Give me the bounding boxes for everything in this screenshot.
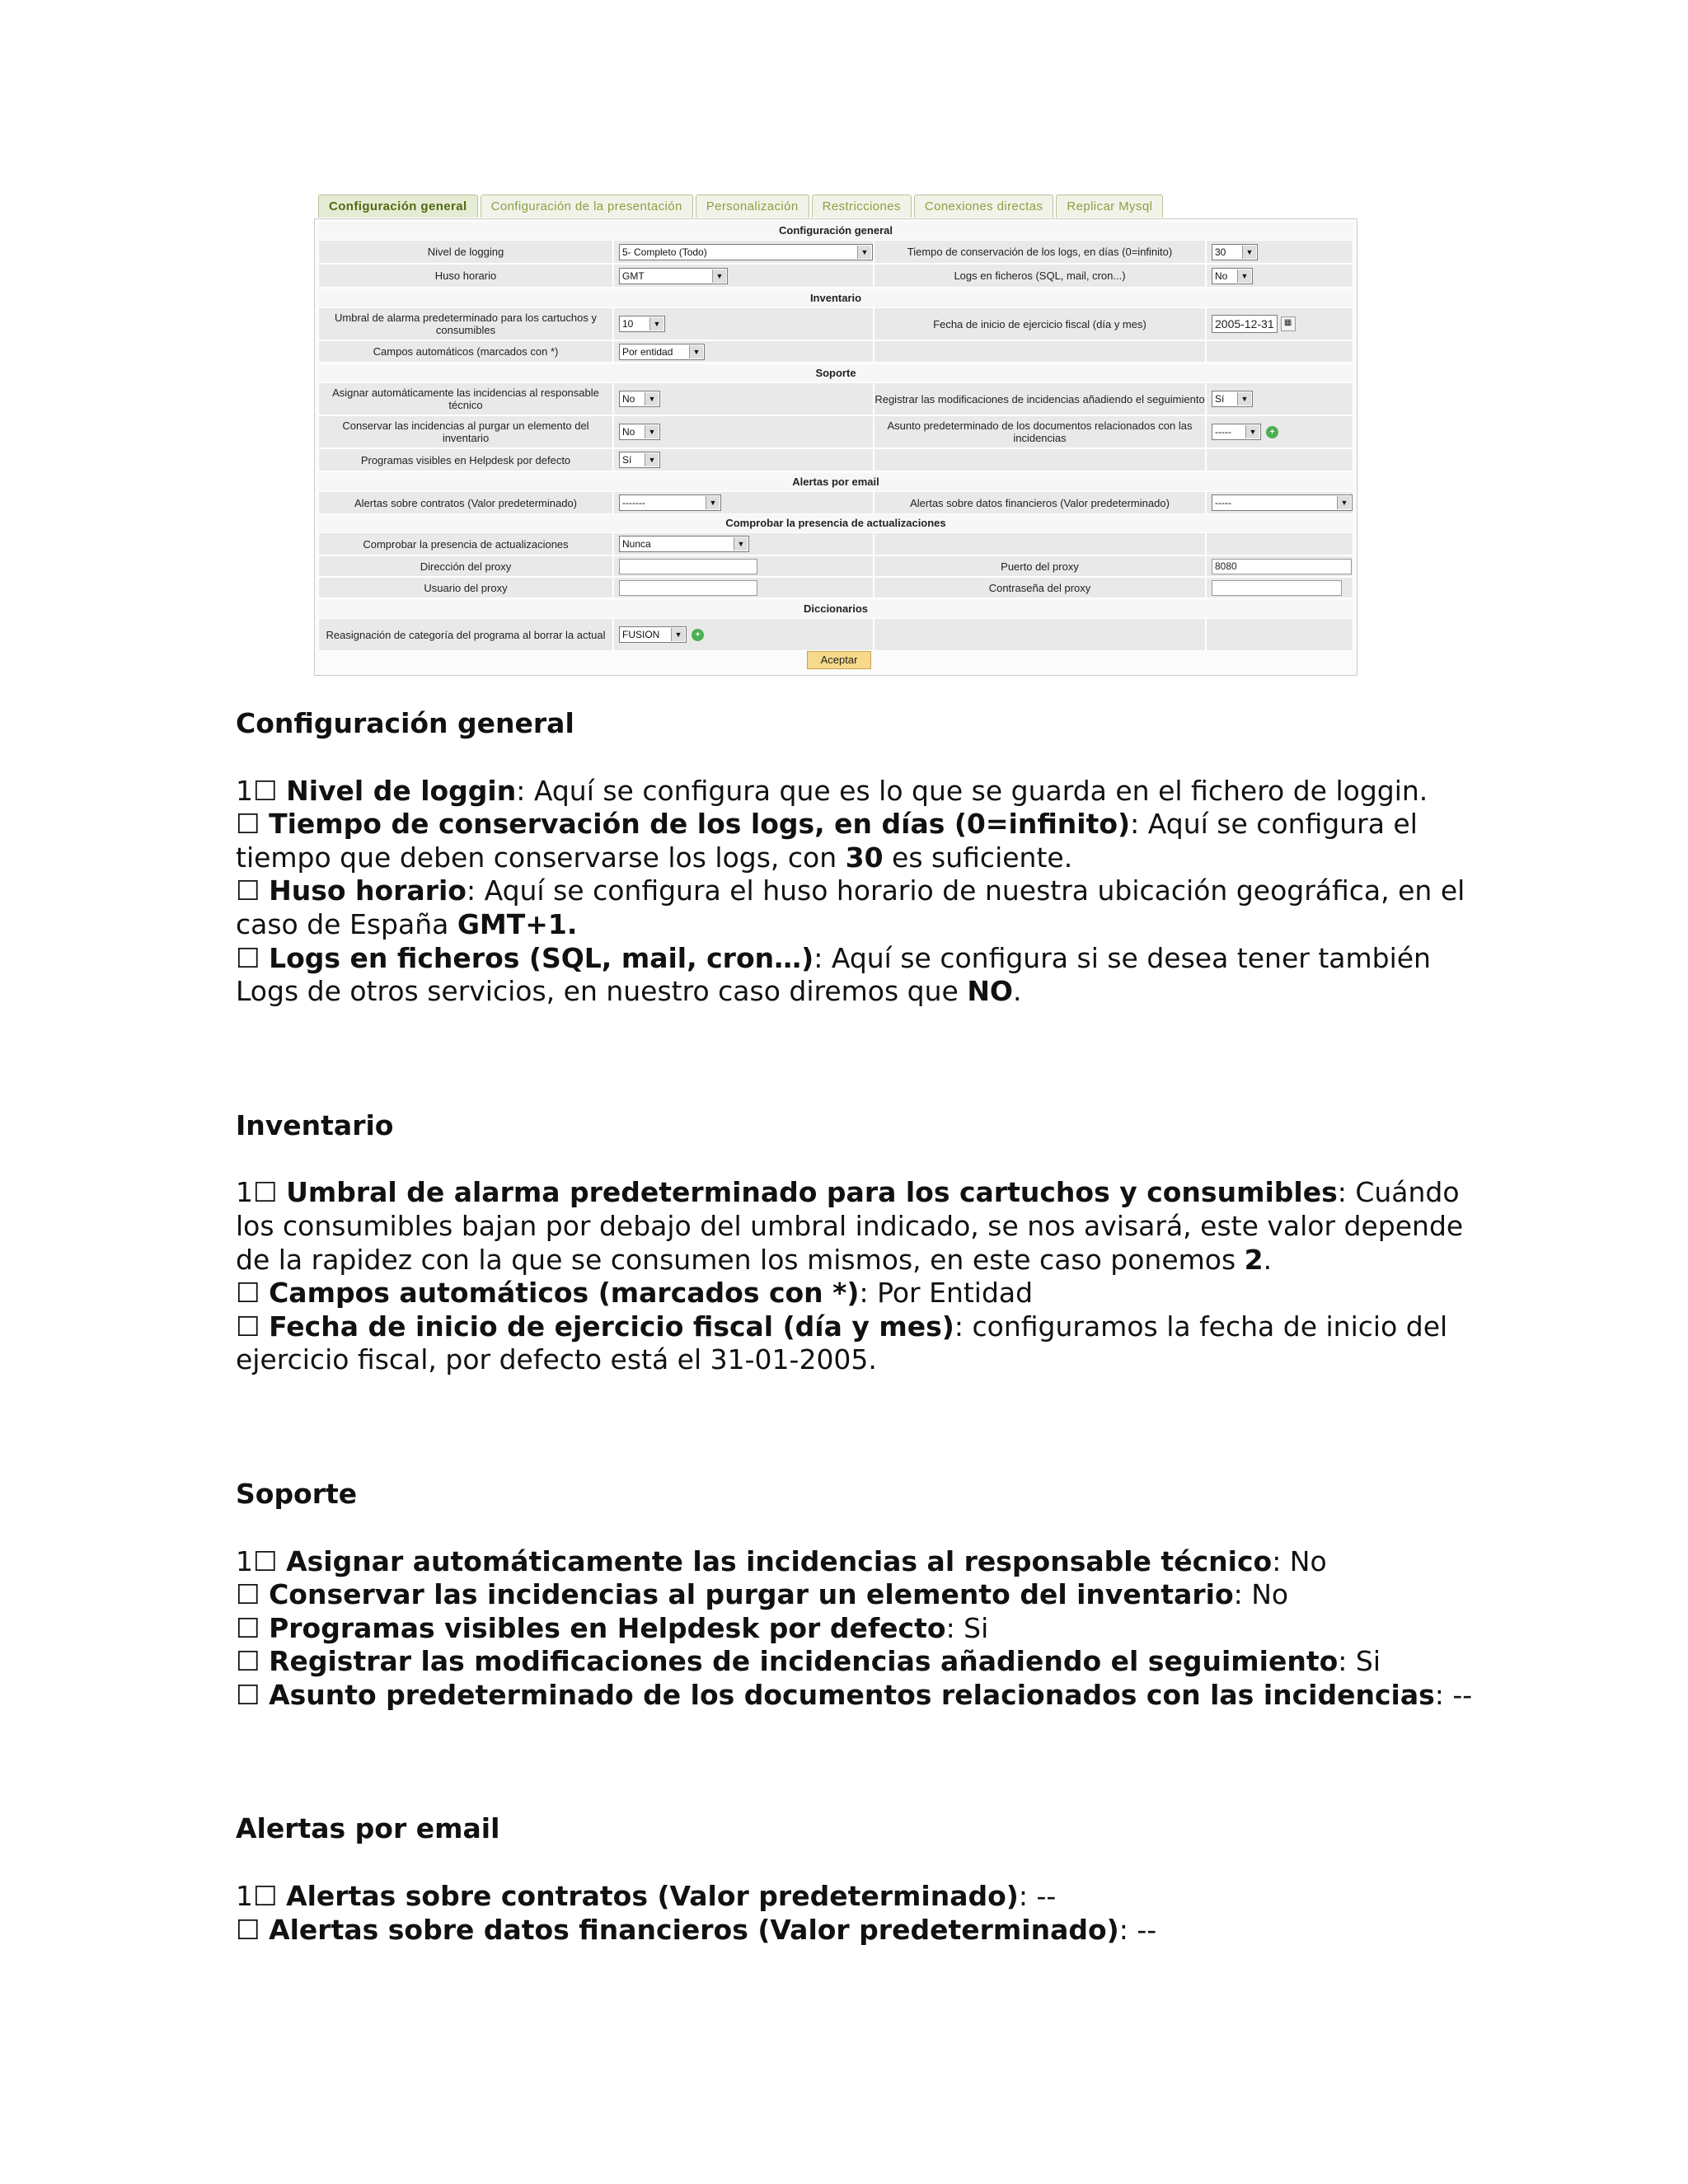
select-nivel-logging[interactable]: 5- Completo (Todo) ▼	[619, 244, 873, 260]
list-item: 1☐ Alertas sobre contratos (Valor predeterminado): --	[236, 1880, 1057, 1913]
label-umbral: Umbral de alarma predeterminado para los cartuchos y consumibles	[318, 307, 613, 340]
row-alertas	[318, 491, 1353, 514]
label-registrar: Registrar las modificaciones de incidencias añadiendo el seguimiento	[874, 382, 1206, 415]
select-umbral[interactable]: 10 ▼	[619, 316, 665, 332]
label-proxy-usuario: Usuario del proxy	[318, 577, 613, 598]
tab-replicar-mysql[interactable]: Replicar Mysql	[1056, 194, 1163, 218]
config-screenshot	[314, 193, 1357, 677]
row-logging	[318, 240, 1353, 264]
chevron-down-icon: ▼	[734, 537, 748, 551]
input-proxy-direccion[interactable]	[619, 559, 757, 574]
list-item: ☐ Huso horario: Aquí se configura el huso horario de nuestra ubicación geográfica, en el caso de España GMT+1.	[236, 874, 1465, 940]
section-title-diccionarios: Diccionarios	[318, 600, 1353, 618]
heading-soporte: Soporte	[236, 1477, 358, 1510]
select-tiempo-conservacion[interactable]: 30 ▼	[1212, 244, 1258, 260]
chevron-down-icon: ▼	[671, 628, 685, 641]
label-proxy-contrasena: Contraseña del proxy	[874, 577, 1206, 598]
section-title-alertas: Alertas por email	[318, 473, 1353, 491]
chevron-down-icon: ▼	[1237, 392, 1251, 405]
accept-button[interactable]: Aceptar	[807, 651, 871, 669]
list-item: ☐ Fecha de inicio de ejercicio fiscal (día y mes): configuramos la fecha de inicio del ejercicio fiscal, por defecto está el 31-01-2005.	[236, 1310, 1448, 1376]
select-reasignacion[interactable]: FUSION ▼	[619, 626, 687, 643]
chevron-down-icon: ▼	[1245, 425, 1259, 438]
label-logs-ficheros: Logs en ficheros (SQL, mail, cron...)	[874, 264, 1206, 288]
chevron-down-icon: ▼	[645, 453, 659, 466]
label-fecha-fiscal: Fecha de inicio de ejercicio fiscal (día y mes)	[874, 307, 1206, 340]
input-proxy-contrasena[interactable]	[1212, 580, 1342, 596]
select-asunto[interactable]: ----- ▼	[1212, 424, 1261, 440]
row-comprobar	[318, 532, 1353, 555]
label-reasignacion: Reasignación de categoría del programa al borrar la actual	[318, 618, 613, 651]
section-title-soporte: Soporte	[318, 364, 1353, 382]
chevron-down-icon: ▼	[857, 246, 871, 259]
list-item: ☐ Conservar las incidencias al purgar un elemento del inventario: No	[236, 1578, 1289, 1611]
list-item: ☐ Asunto predeterminado de los documentos relacionados con las incidencias: --	[236, 1678, 1473, 1711]
list-item: ☐ Tiempo de conservación de los logs, en días (0=infinito): Aquí se configura el tiempo que deben conservarse los logs, con 30 es suficiente.	[236, 808, 1418, 874]
row-reasignacion	[318, 618, 1353, 651]
chevron-down-icon: ▼	[1242, 246, 1256, 259]
label-proxy-puerto: Puerto del proxy	[874, 555, 1206, 577]
select-programas[interactable]: Sí ▼	[619, 452, 660, 468]
label-proxy-direccion: Dirección del proxy	[318, 555, 613, 577]
select-asignar[interactable]: No ▼	[619, 391, 660, 407]
select-alertas-contratos[interactable]: ------- ▼	[619, 494, 721, 511]
row-campos	[318, 340, 1353, 363]
tab-personalizacion[interactable]: Personalización	[696, 194, 809, 218]
row-proxy-direccion	[318, 555, 1353, 577]
label-campos-automaticos: Campos automáticos (marcados con *)	[318, 340, 613, 363]
row-huso	[318, 264, 1353, 288]
chevron-down-icon: ▼	[689, 345, 703, 359]
row-umbral	[318, 307, 1353, 340]
tab-conexiones-directas[interactable]: Conexiones directas	[914, 194, 1054, 218]
select-alertas-financieros[interactable]: ----- ▼	[1212, 494, 1353, 511]
select-comprobar[interactable]: Nunca ▼	[619, 536, 749, 552]
list-item: ☐ Programas visibles en Helpdesk por defecto: Si	[236, 1611, 989, 1644]
row-programas	[318, 448, 1353, 471]
label-conservar: Conservar las incidencias al purgar un elemento del inventario	[318, 415, 613, 448]
input-proxy-puerto[interactable]: 8080	[1212, 559, 1352, 574]
row-asignar	[318, 382, 1353, 415]
select-logs-ficheros[interactable]: No ▼	[1212, 268, 1253, 284]
chevron-down-icon: ▼	[1337, 496, 1351, 509]
label-comprobar: Comprobar la presencia de actualizaciones	[318, 532, 613, 555]
row-conservar	[318, 415, 1353, 448]
label-alertas-contratos: Alertas sobre contratos (Valor predeterminado)	[318, 491, 613, 514]
select-conservar[interactable]: No ▼	[619, 424, 660, 440]
section-title-general: Configuración general	[318, 222, 1353, 240]
input-fecha-fiscal[interactable]: 2005-12-31	[1212, 315, 1278, 333]
chevron-down-icon: ▼	[1237, 269, 1251, 283]
list-item: ☐ Logs en ficheros (SQL, mail, cron…): Aquí se configura si se desea tener también Logs de otros servicios, en nuestro caso diremos que NO.	[236, 941, 1431, 1008]
list-item: 1☐ Asignar automáticamente las incidencias al responsable técnico: No	[236, 1544, 1327, 1577]
chevron-down-icon: ▼	[649, 317, 663, 330]
add-icon[interactable]: +	[692, 629, 704, 641]
tab-configuracion-presentacion[interactable]: Configuración de la presentación	[481, 194, 693, 218]
label-alertas-financieros: Alertas sobre datos financieros (Valor predeterminado)	[874, 491, 1206, 514]
list-item: ☐ Registrar las modificaciones de incidencias añadiendo el seguimiento: Si	[236, 1645, 1381, 1678]
list-item: 1☐ Umbral de alarma predeterminado para los cartuchos y consumibles: Cuándo los consumibles bajan por debajo del umbral indicado, se nos avisará, este valor depende de la rapidez con la que se consumen los mismos, en este caso ponemos 2.	[236, 1176, 1464, 1276]
select-campos-automaticos[interactable]: Por entidad ▼	[619, 344, 705, 360]
heading-alertas-email: Alertas por email	[236, 1812, 500, 1845]
document-body	[236, 707, 1489, 1947]
chevron-down-icon: ▼	[645, 425, 659, 438]
label-asignar: Asignar automáticamente las incidencias al responsable técnico	[318, 382, 613, 415]
list-item: 1☐ Nivel de loggin: Aquí se configura que es lo que se guarda en el fichero de loggin.	[236, 774, 1428, 807]
list-item: ☐ Alertas sobre datos financieros (Valor predeterminado): --	[236, 1913, 1157, 1946]
section-title-inventario: Inventario	[318, 289, 1353, 307]
calendar-icon[interactable]: ▦	[1281, 316, 1296, 331]
select-registrar[interactable]: Sí ▼	[1212, 391, 1253, 407]
heading-inventario: Inventario	[236, 1108, 394, 1141]
tab-bar	[318, 194, 1163, 219]
label-programas: Programas visibles en Helpdesk por defecto	[318, 448, 613, 471]
select-huso-horario[interactable]: GMT ▼	[619, 268, 728, 284]
chevron-down-icon: ▼	[706, 496, 720, 509]
row-proxy-usuario	[318, 577, 1353, 598]
section-title-actualizaciones: Comprobar la presencia de actualizaciones	[318, 514, 1353, 532]
add-icon[interactable]: +	[1266, 426, 1278, 438]
label-nivel-logging: Nivel de logging	[318, 240, 613, 264]
input-proxy-usuario[interactable]	[619, 580, 757, 596]
chevron-down-icon: ▼	[712, 269, 726, 283]
tab-restricciones[interactable]: Restricciones	[812, 194, 912, 218]
list-item: ☐ Campos automáticos (marcados con *): Por Entidad	[236, 1277, 1034, 1310]
label-asunto: Asunto predeterminado de los documentos relacionados con las incidencias	[874, 415, 1206, 448]
chevron-down-icon: ▼	[645, 392, 659, 405]
tab-configuracion-general[interactable]: Configuración general	[318, 194, 478, 218]
config-panel	[314, 218, 1357, 676]
label-huso-horario: Huso horario	[318, 264, 613, 288]
label-tiempo-conservacion: Tiempo de conservación de los logs, en días (0=infinito)	[874, 240, 1206, 264]
heading-configuracion-general: Configuración general	[236, 707, 574, 739]
